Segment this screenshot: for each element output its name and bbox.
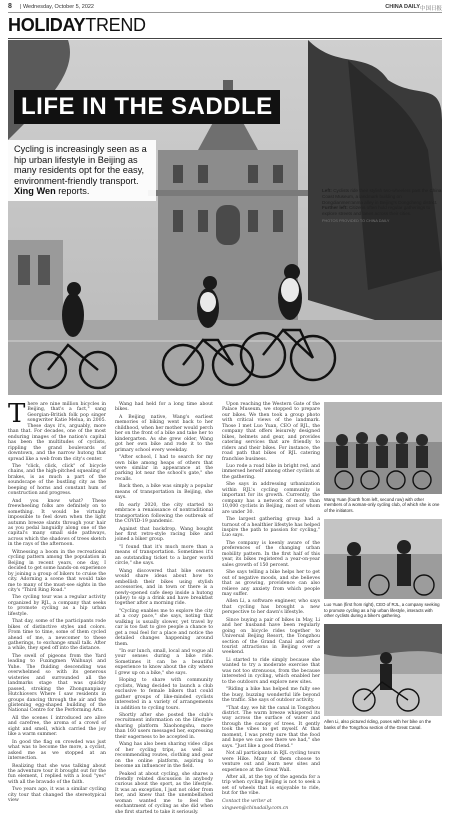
article-paragraph: Wang has also been sharing video clips of her cycling trips, as well as recommending routes, clothing and gear on the online platform, aspiring to become an influencer in the field.: [115, 742, 213, 770]
article-paragraph: Hoping to share with community cyclists, Wang decided to launch a club exclusive to female bikers that could gather groups of like-minded cyclists interested in a variety of arrangements in addition to cycling tours.: [115, 678, 213, 711]
sidebar-photo-ceo: [324, 519, 442, 599]
article-paragraph: "After school, I had to search for my own bike among heaps of others that were similar in appearance at the parking lot near the school's gate," she recalls.: [115, 455, 213, 482]
article-paragraph: She says in addressing urbanization within RJL's cycling community is important for its growth. Currently, the company has a network of more than 10,000 cyclists in Beijing, most of whom are under 30.: [222, 482, 320, 515]
article-paragraph: Two years ago, it was a similar cycling city tour that changed the stereotypical view: [8, 787, 106, 804]
byline-suffix: reports.: [55, 186, 90, 197]
article-paragraph: Peaked at about cycling, she shares a friendly related discussion in anybody curious about the sport, as the lifestyle. It was an exception, I just not older from her, and knew that the unembellished woman wanted me to feel the enchantment of cycling as she did when she first started to take it seriously.: [115, 771, 213, 815]
section-title-part1: HOLIDAY: [8, 15, 86, 35]
issue-date: | Wednesday, October 5, 2022: [20, 4, 94, 10]
article-paragraph: Wang discovered that bike owners would share ideas about how to embellish their bikes using stylish accessories, and in town or there is a newly-opened cafe deep inside a hutong (alley) to sip a drink and have breakfast together after a morning ride.: [115, 568, 213, 607]
page-header: [0, 0, 450, 12]
article-paragraph: Against that backdrop, Wang bought her first retro-style racing bike and joined a biker group.: [115, 526, 213, 543]
header-divider: [8, 12, 442, 13]
sidebar-caption-3: Allen Li, also pictured riding, poses with her bike on the banks of the Tongzhou section of the Great Canal.: [324, 719, 432, 730]
headline: LIFE IN THE SADDLE: [14, 90, 280, 124]
article-column-1: [8, 399, 106, 806]
article-paragraph: "That day, we hit the canal in Tongzhou district. The warm breeze whispered its way across the surface of water and through the canopy of trees. It gently took the vibes to get myself. At that moment, I was pretty sure that the food and hope we can see there we had," she says. "Just like a good friend.": [222, 705, 320, 749]
section-divider: [8, 38, 442, 39]
deck-text: Cycling is increasingly seen as a hip urban lifestyle in Beijing as many residents opt for the easy, environment-friendly transport.: [14, 144, 147, 186]
hero-caption: [322, 188, 442, 225]
article-paragraph: The cycling tour was a regular activity organized by RJL, a company that seeks to promote cycling as a hip urban lifestyle.: [8, 595, 106, 617]
sidebar-caption-2: Luo Yuan (first from right), CEO of RJL, a company seeking to promote cycling as a hip urban lifestyle, interacts with other cyclists during a biker's gathering.: [324, 602, 440, 619]
article-paragraph: And you know what? These freewheeling folks are definitely on to something. It would be virtually impossible to feel down when the light autumn breeze slants through your hair as you pedal languidly along one of the capital's many small side pathways, across which the shadows of trees sketch in the rays of the afternoon.: [8, 498, 106, 548]
column-3-paragraphs: [222, 402, 320, 797]
hero-caption-text2: Citizens often hold regular gatherings to explore streets and lanes across their cities.: [322, 205, 431, 217]
article-paragraph: Luo rode a road bike in bright red, and immersed herself among other cyclists at the gathering.: [222, 463, 320, 480]
photo-sidebar: [324, 402, 442, 736]
article-paragraph: Wang had held for a long time about bikes.: [115, 402, 213, 413]
section-title: [8, 16, 146, 34]
article-paragraph: All the scenes I introduced are alive and carefree, the aroma of a crowd of sight and smell, which carried the joy like a warm summer.: [8, 715, 106, 738]
article-paragraph: "Riding a bike has helped me fully see the busy, buzzing wonderful life beyond the traffic. She says of outdoor activity.: [222, 687, 320, 704]
hero-caption-text: Cyclists ride their stylish two-wheelers past the China Coast Museum, a landmark building on Dongdianmen'anma alley in Beijing's Dongcheng district.: [322, 188, 442, 205]
article-paragraph: Shortly after she posted the club's recruitment information on the lifestyle-sharing platform Xiaohongshu, more than 160 users messaged her, expressing their eagerness to be accepted in.: [115, 713, 213, 740]
photo-credit: PHOTOS PROVIDED TO CHINA DAILY: [322, 218, 390, 223]
page-number: 8: [8, 3, 12, 10]
contact-label: Contact the writer at: [222, 798, 272, 804]
article-paragraph: Back then, a bike was simply a popular means of transportation in Beijing, she says.: [115, 484, 213, 501]
article-paragraph: The company is keenly aware of the preferences of the changing urban mobility pattern. In the first half of this year, its bikes registered a year-on-year sales growth of 150 percent.: [222, 540, 320, 568]
article-paragraph: That day, some of the participants rode bikes of distinctive styles and colors. From time to time, some of them cycled ahead of me, a newcomer to these gatherings, to exchange small talk. After a while, they sped off into the distance.: [8, 619, 106, 652]
sidebar-caption-1: Wang Yuan (fourth from left, second row) with other members of a woman-only cycling club, of which she is one of the initiators.: [324, 497, 440, 513]
hero-caption-lead2: Further left:: [322, 205, 348, 211]
hero-caption-lead: Left:: [322, 188, 332, 193]
article-paragraph: Li started to ride simply because she wanted to try a moderate exercise that was not too strenuous, from the because interested in cycling, which enabled her to the outdoors and explore new sites.: [222, 657, 320, 685]
article-column-2: [115, 402, 213, 817]
article-paragraph: here are nine million bicycles in Beijing, that's a fact," sang Georgian-British folk pop singer songwriter Katie Melua, in 2005. These days it's, arguably, more than that. For decades, one of the most enduring images of the nation's capital has been the multitudes of cyclists, rippling the grand boulevards of downtown, and the narrow hutong that spread like a web from the city's center.: [8, 402, 106, 462]
article-paragraph: She says telling a bike helps her to get out of negative moods, and she believes that as growing, providence can also relieve any anxiety from which people may suffer.: [222, 570, 320, 597]
drop-cap: T: [8, 399, 26, 429]
article-paragraph: Witnessing a boom in the recreational cycling pattern among the population in Beijing in recent years, one day, I decided to get some hands-on experience by joining a group of bikers to cruise the city. Adorning a scene that would take me to many of the must-see sights in the city's "Third Ring Road.": [8, 549, 106, 593]
article-deck: [8, 140, 156, 201]
article-paragraph: A Beijing native, Wang's earliest memories of biking went back to her childhood, when her mother would perch her on the front of a bike and take her to kindergarten. As she grew older, Wang got her own bike and rode it to the primary school every weekday.: [115, 414, 213, 453]
article-paragraph: Since buying a pair of bikes in May, Li and her husband have been regularly going on bicycle rides together to Universal Beijing Resort, the Tongzhou section of the Grand Canal and other tourist attractions in Beijing over a weekend.: [222, 617, 320, 656]
brand-name: CHINA DAILY: [385, 4, 420, 10]
sidebar-photo-canal: [324, 624, 442, 716]
article-paragraph: Realizing that she was talking about the adventure tour it brought out for the fun element, I replied with a loud "yes" with all the bravado of the faith.: [8, 763, 106, 785]
brand-name-chinese: 中国日报: [419, 6, 442, 12]
sidebar-photo-group: [324, 402, 442, 494]
article-paragraph: "In our lunch, small, local and vogue all your senses during a bike ride. Sometimes it can be a beautiful experience to know about the city where I grew up on a bike," she says.: [115, 649, 213, 676]
byline-name: Xing Wen: [14, 186, 56, 197]
article-paragraph: Not all participants in RJL cycling tours were Hike. Many of them choose to venture out and learn new sites and experience at the Great Wall.: [222, 751, 320, 773]
article-paragraph: In early 2020, the city started to embrace a renaissance of nontraditional transportation following the outbreak of the COVID-19 pandemic.: [115, 502, 213, 525]
contact-email: xingwen@chinadaily.com.cn: [222, 806, 289, 812]
article-paragraph: Allen Li, a software engineer, who says that cycling has brought a new perspective to her dawn's lifestyle.: [222, 599, 320, 616]
article-paragraph: The largest gathering group had a turnout of a healthier lifestyle has helped inspire the path to passion for cycling," Luo says.: [222, 517, 320, 539]
section-title-part2: TREND: [85, 15, 146, 35]
article-paragraph: "I found that it's much more than a means of transportation. Sometimes it's an outstanding ticket to a larger world circle," she says.: [115, 544, 213, 567]
article-paragraph: Upon reaching the Western Gate of the Palace Museum, we stopped to prepare our bikes. We then took a group photo with critical views of the landmark. Those I met Luo Yuan, CEO of RJL, the company that offers leisurely designed bikes, helmets and gear, and provides catering services that are friendly to riders and their bikes. For instance, the road path that bikes of RJL catering franchise business.: [222, 402, 320, 462]
article-paragraph: "Cycling enables me to explore the city at a cozy pace," she says, noting that walking is usually slower, yet travel by car is too fast to give people a chance to get a real feel for a place and notice the detailed changes happening around them.: [115, 608, 213, 647]
article-paragraph: The "click, click, click" of bicycle chains, and the high-pitched squealing of brakes, is as much a part of the soundscape of the bustling city as the beeping of horns and constant hum of construction and progress.: [8, 463, 106, 497]
article-paragraph: The swell of pigeons from the Yard leading to Fuxingmen Waihuayi and Yuhe. The fluiding descending was overwhelmed so with its generous wisteries and surrounded all the landmarks stage that was quickly passed, stroking the Zhongnanpiaoy Hutchiovers Where I saw residents in groups dancing through the air and the glistening egg-shaped building of the National Centre for the Performing Arts.: [8, 653, 106, 714]
article-column-3: [222, 402, 320, 814]
article-paragraph: After all, at the top of the agenda for a trip when cycling Beijing is not to seek a set of wheels that is enjoyable to ride, but for the vibe.: [222, 775, 320, 797]
article-paragraph: In good the flag on crowded was just what was to become the more, a cyclist, asked me as we stopped at an intersection.: [8, 739, 106, 762]
